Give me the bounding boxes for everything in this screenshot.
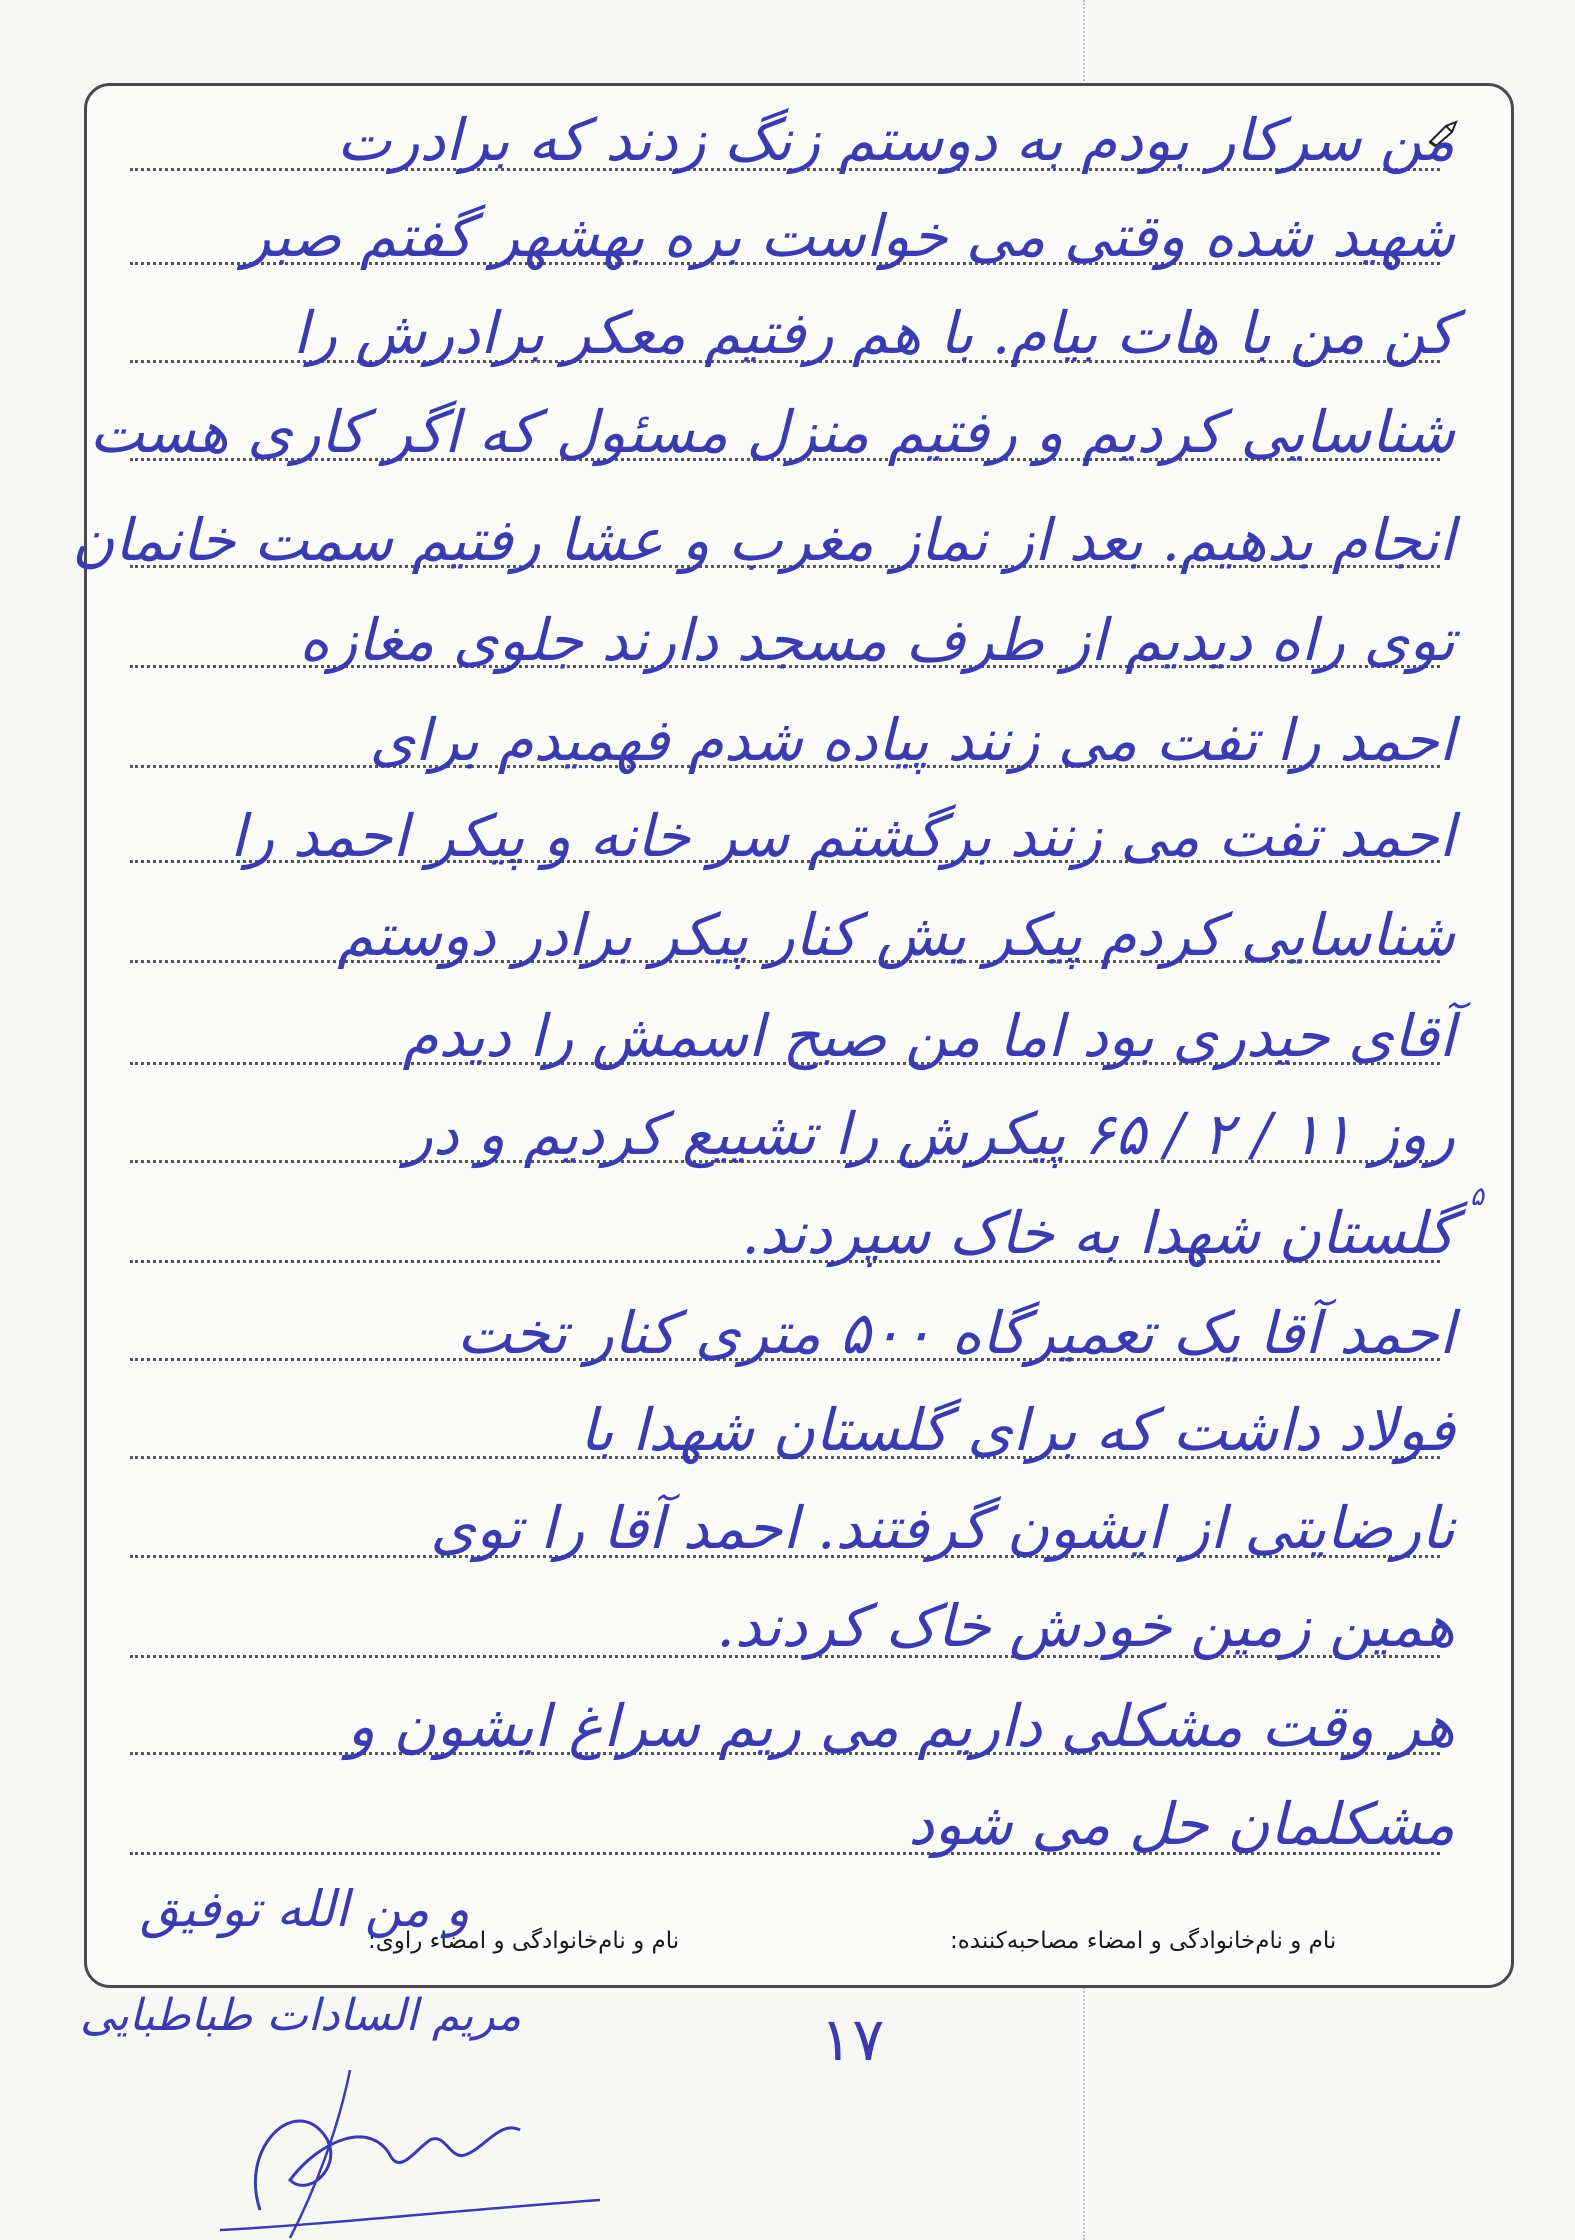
handwritten-line: روز ۱۱ / ۲ / ۶۵ پیکرش را تشییع کردیم و در	[404, 1100, 1455, 1168]
handwritten-line: همین زمین خودش خاک کردند.	[716, 1592, 1455, 1660]
handwritten-line: من سرکار بودم به دوستم زنگ زدند که برادرت	[336, 106, 1455, 174]
handwritten-line: احمد تفت می زنند برگشتم سر خانه و پیکر احمد را	[230, 802, 1455, 870]
handwritten-line: احمد آقا یک تعمیرگاه ۵۰۰ متری کنار تخت	[456, 1299, 1455, 1367]
handwritten-line: گلستان شهدا به خاک سپردند.	[741, 1199, 1455, 1267]
handwritten-line: احمد را تفت می زنند پیاده شدم فهمیدم برای	[369, 706, 1455, 774]
handwritten-line: کن من با هات بیام. با هم رفتیم معکر برادرش را	[292, 299, 1455, 367]
narrator-name-handwritten: مریم السادات طباطبایی	[80, 1990, 522, 2041]
narrator-signature-label: نام و نام‌خانوادگی و امضاء راوی:	[368, 1928, 680, 1954]
handwritten-line: نارضایتی از ایشون گرفتند. احمد آقا را توی	[430, 1494, 1455, 1562]
page-number: ۱۷	[820, 2005, 885, 2075]
closing-phrase: و من الله توفیق	[140, 1880, 470, 1938]
handwritten-signature	[200, 2060, 620, 2240]
handwritten-line: شهید شده وقتی می خواست بره بهشهر گفتم صبر	[242, 202, 1455, 270]
handwritten-line: شناسایی کردم پیکر یش کنار پیکر برادر دوستم	[337, 901, 1455, 969]
margin-mark: ۵	[1470, 1182, 1484, 1212]
handwritten-line: مشکلمان حل می شود	[908, 1790, 1455, 1858]
interviewer-signature-label: نام و نام‌خانوادگی و امضاء مصاحبه‌کننده:	[950, 1928, 1337, 1954]
handwritten-line: هر وقت مشکلی داریم می ریم سراغ ایشون و	[347, 1692, 1455, 1760]
handwritten-line: انجام بدهیم. بعد از نماز مغرب و عشا رفتیم سمت خانمان	[72, 506, 1455, 574]
handwritten-line: فولاد داشت که برای گلستان شهدا با	[579, 1396, 1455, 1464]
handwritten-line: توی راه دیدیم از طرف مسجد دارند جلوی مغازه	[299, 606, 1455, 674]
handwritten-line: شناسایی کردیم و رفتیم منزل مسئول که اگر کاری هست	[89, 398, 1455, 466]
handwritten-line: آقای حیدری بود اما من صبح اسمش را دیدم	[402, 1002, 1455, 1070]
